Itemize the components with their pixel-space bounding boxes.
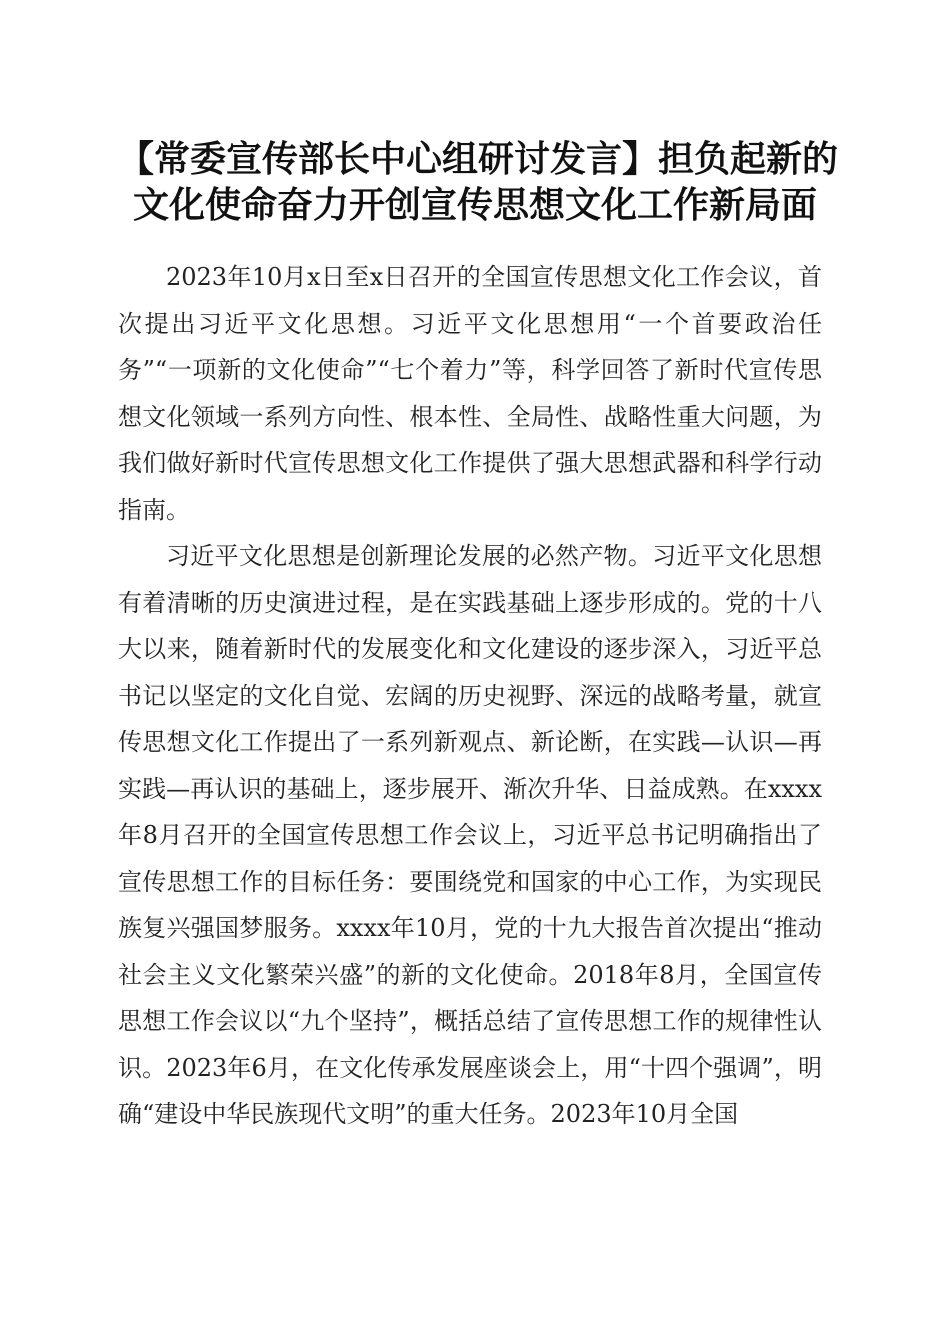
document-body — [118, 254, 822, 1128]
paragraph-1: 2023年10月x日至x日召开的全国宣传思想文化工作会议，首次提出习近平文化思想。习近平文化思想用“一个首要政治任务”“一项新的文化使命”“七个着力”等，科学回答了新时代宣传思想文化领域一系列方向性、根本性、全局性、战略性重大问题，为我们做好新时代宣传思想文化工作提供了强大思想武器和科学行动指南。 — [118, 263, 822, 524]
title-line-2: 文化使命奋力开创宣传思想文化工作新局面 — [132, 184, 817, 226]
paragraph-2: 习近平文化思想是创新理论发展的必然产物。习近平文化思想有着清晰的历史演进过程，是在实践基础上逐步形成的。党的十八大以来，随着新时代的发展变化和文化建设的逐步深入，习近平总书记以坚定的文化自觉、宏阔的历史视野、深远的战略考量，就宣传思想文化工作提出了一系列新观点、新论断，在实践—认识—再实践—再认识的基础上，逐步展开、渐次升华、日益成熟。在xxxx年8月召开的全国宣传思想工作会议上，习近平总书记明确指出了宣传思想工作的目标任务：要围绕党和国家的中心工作，为实现民族复兴强国梦服务。xxxx年10月，党的十九大报告首次提出“推动社会主义文化繁荣兴盛”的新的文化使命。2018年8月，全国宣传思想工作会议以“九个坚持”，概括总结了宣传思想工作的规律性认识。2023年6月，在文化传承发展座谈会上，用“十四个强调”，明确“建设中华民族现代文明”的重大任务。2023年10月全国 — [118, 542, 822, 1128]
title-line-1: 【常委宣传部长中心组研讨发言】担负起新的 — [118, 138, 839, 180]
document-title — [118, 136, 839, 228]
